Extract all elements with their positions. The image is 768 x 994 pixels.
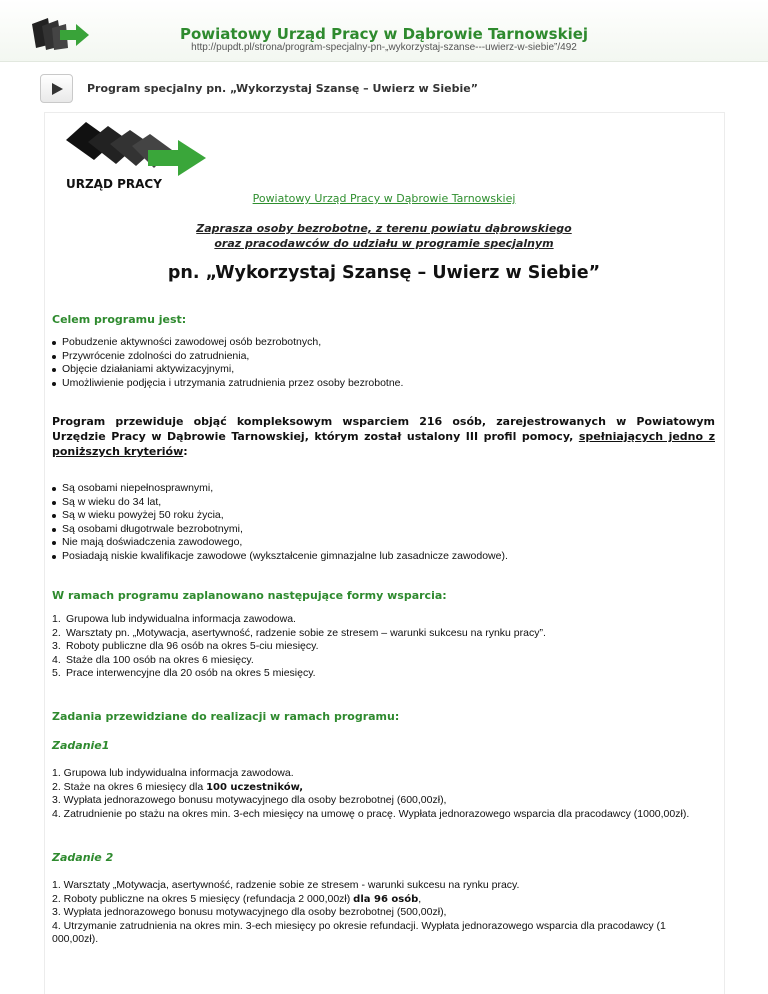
program-title: pn. „Wykorzystaj Szansę – Uwierz w Siebie”	[167, 263, 601, 283]
invite-line-2: oraz pracodawców do udziału w programie specjalnym	[214, 237, 554, 250]
list-item: Są osobami niepełnosprawnymi,	[52, 482, 508, 496]
list-item: Pobudzenie aktywności zawodowej osób bezrobotnych,	[52, 336, 403, 350]
list-item: 3. Roboty publiczne dla 96 osób na okres 5-ciu miesięcy.	[52, 640, 319, 652]
urzad-pracy-logo	[56, 120, 208, 192]
scope-text: Program przewiduje objąć kompleksowym wsparciem 216 osób, zarejestrowanych w Powiatowym Urzędzie Pracy w Dąbrowie Tarnowskiej, którym został ustalony III profil pomocy,	[52, 415, 715, 443]
list-item: 1. Grupowa lub indywidualna informacja zawodowa.	[52, 613, 296, 625]
scope-end: :	[183, 445, 188, 458]
play-arrow-icon	[51, 82, 64, 96]
tasks-heading: Zadania przewidziane do realizacji w ramach programu:	[52, 710, 400, 723]
task2-body: 1. Warsztaty „Motywacja, asertywność, radzenie sobie ze stresem - warunki sukcesu na rynku pracy. 2. Roboty publiczne na okres 5 miesięcy (refundacja 2 000,00zł) dla 96 osób, 3. Wypłata jednorazowego bonusu motywacyjnego dla osoby bezrobotnej (500,00zł), 4. Utrzymanie zatrudnienia na okres min. 3-ech miesięcy po okresie refundacji. Wypłata jednorazowego wsparcia dla pracodawcy (1 000,00zł).	[52, 879, 666, 945]
invite-text	[0, 221, 768, 251]
list-item: Objęcie działaniami aktywizacyjnymi,	[52, 363, 403, 377]
goals-heading: Celem programu jest:	[52, 313, 187, 326]
list-item: Są osobami długotrwale bezrobotnymi,	[52, 523, 508, 537]
task2-title: Zadanie 2	[52, 851, 114, 864]
page-header	[0, 0, 768, 62]
list-item: 2. Warsztaty pn. „Motywacja, asertywność, radzenie sobie ze stresem – warunki sukcesu na rynku pracy”.	[52, 626, 546, 639]
goals-list	[52, 336, 403, 390]
list-item: Posiadają niskie kwalifikacje zawodowe (wykształcenie gimnazjalne lub zasadnicze zawodowe).	[52, 550, 508, 564]
task1-body: 1. Grupowa lub indywidualna informacja zawodowa. 2. Staże na okres 6 miesięcy dla 100 uczestników, 3. Wypłata jednorazowego bonusu motywacyjnego dla osoby bezrobotnej (600,00zł), 4. Zatrudnienie po stażu na okres min. 3-ech miesięcy na umowę o pracę. Wypłata jednorazowego wsparcia dla pracodawcy (1000,00zł).	[52, 767, 690, 820]
list-item: Umożliwienie podjęcia i utrzymania zatrudnienia przez osoby bezrobotne.	[52, 377, 403, 391]
scope-criteria-underlined: spełniających jedno z poniższych kryteriów	[52, 430, 715, 458]
list-item: 4. Staże dla 100 osób na okres 6 miesięcy.	[52, 653, 254, 666]
page-url: http://pupdt.pl/strona/program-specjalny-pn-„wykorzystaj-szanse---uwierz-w-siebie”/492	[191, 42, 577, 53]
breadcrumb-title: Program specjalny pn. „Wykorzystaj Szansę – Uwierz w Siebie”	[87, 82, 478, 95]
support-heading: W ramach programu zaplanowano następujące formy wsparcia:	[52, 589, 447, 602]
arrow-button[interactable]	[40, 74, 73, 103]
list-item: 5. Prace interwencyjne dla 20 osób na okres 5 miesięcy.	[52, 667, 316, 679]
list-item: Są w wieku do 34 lat,	[52, 496, 508, 510]
criteria-list	[52, 482, 508, 563]
list-item: Przywrócenie zdolności do zatrudnienia,	[52, 350, 403, 364]
office-name-link[interactable]: Powiatowy Urząd Pracy w Dąbrowie Tarnowskiej	[252, 192, 516, 205]
support-list	[52, 613, 546, 681]
invite-line-1: Zaprasza osoby bezrobotne, z terenu powiatu dąbrowskiego	[196, 222, 572, 235]
list-item: Nie mają doświadczenia zawodowego,	[52, 536, 508, 550]
task1-title: Zadanie1	[52, 739, 110, 752]
list-item: Są w wieku powyżej 50 roku życia,	[52, 509, 508, 523]
scope-paragraph	[52, 414, 715, 459]
site-title: Powiatowy Urząd Pracy w Dąbrowie Tarnowskiej	[179, 25, 589, 43]
logo-text: URZĄD PRACY	[66, 177, 162, 191]
